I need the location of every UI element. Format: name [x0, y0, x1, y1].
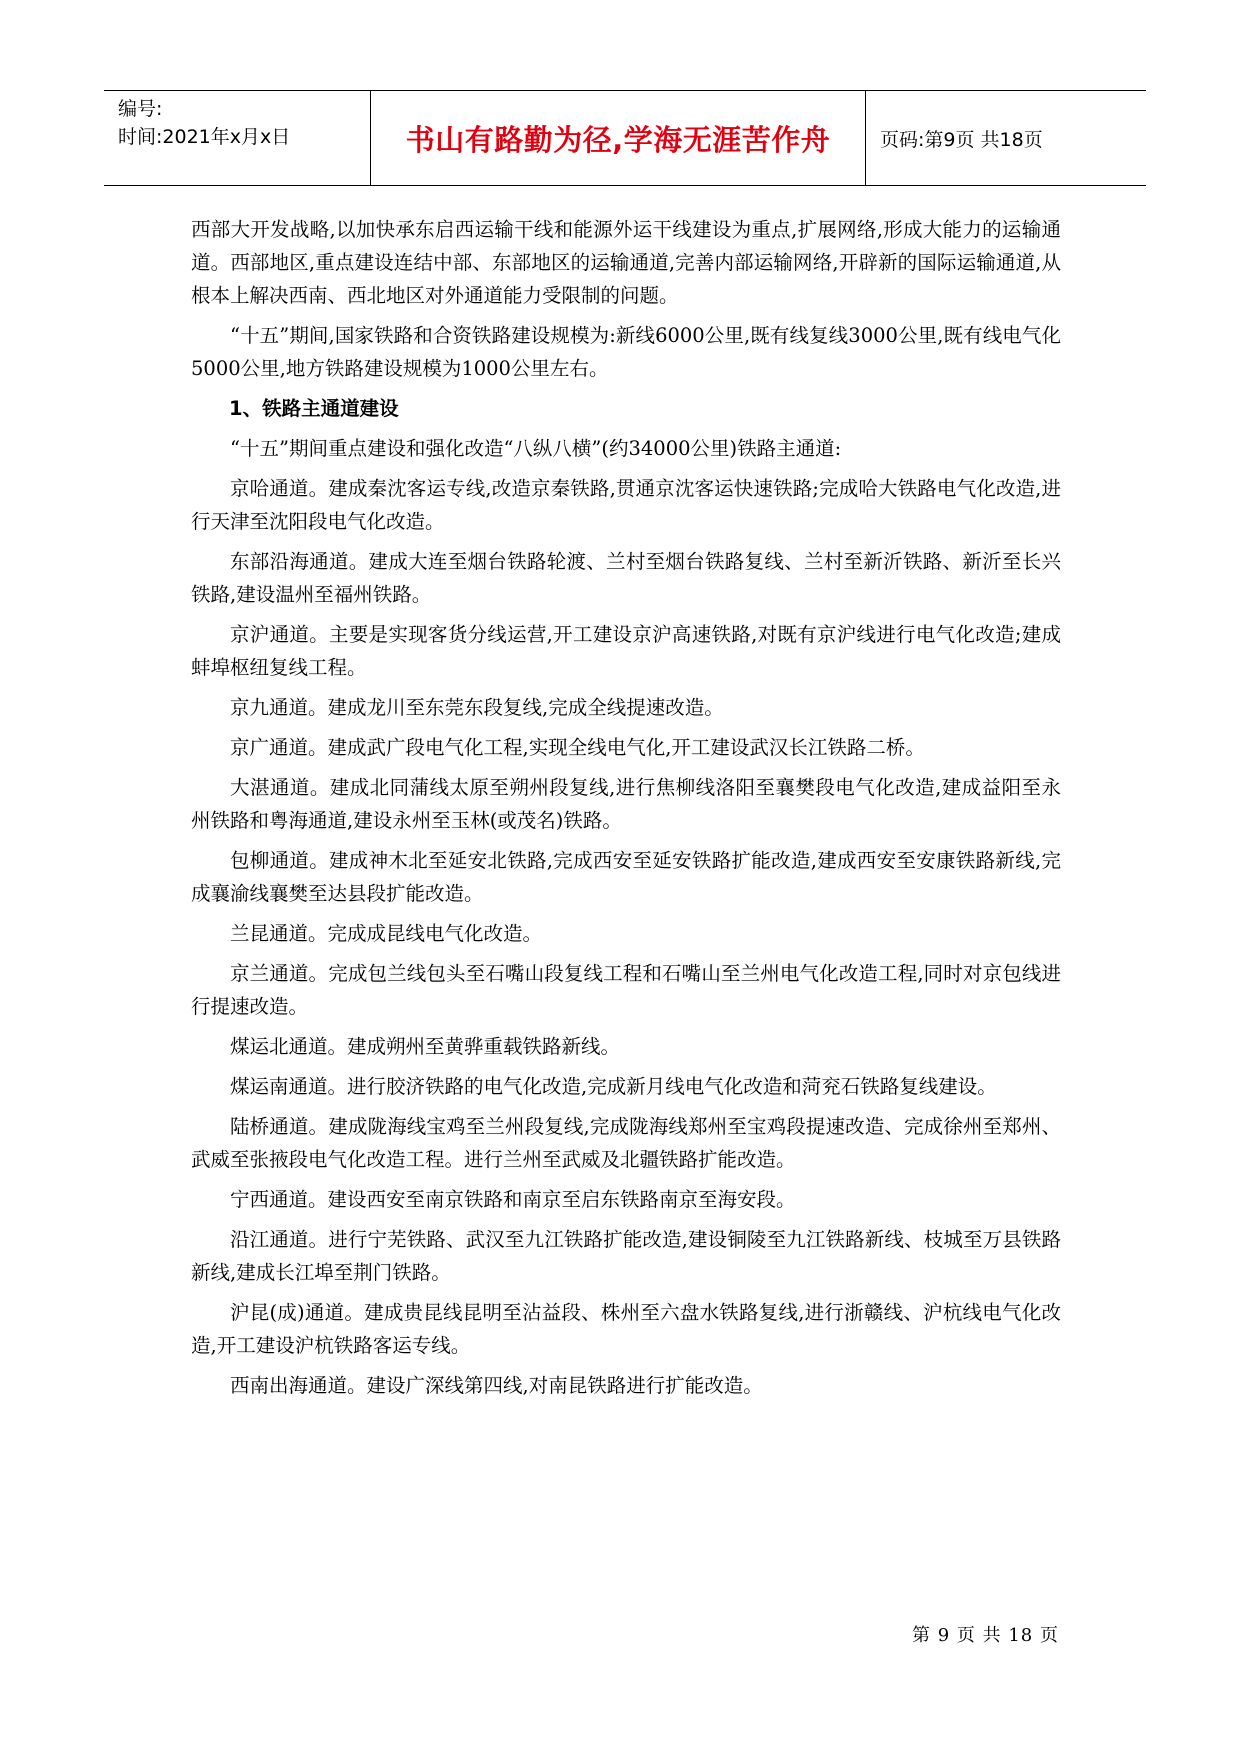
- document-body: [191, 213, 1061, 1409]
- paragraph: 兰昆通道。完成成昆线电气化改造。: [230, 922, 543, 945]
- page-footer: 第 9 页 共 18 页: [912, 1625, 1059, 1646]
- header-meta: [118, 95, 368, 151]
- paragraph: 东部沿海通道。建成大连至烟台铁路轮渡、兰村至烟台铁路复线、兰村至新沂铁路、新沂至长兴铁路,建设温州至福州铁路。: [191, 550, 1061, 606]
- header-slogan: 书山有路勤为径,学海无涯苦作舟: [405, 122, 831, 157]
- paragraph: 西南出海通道。建设广深线第四线,对南昆铁路进行扩能改造。: [230, 1374, 763, 1397]
- document-number-label: 编号:: [118, 98, 163, 120]
- paragraph: 沪昆(成)通道。建成贵昆线昆明至沾益段、株州至六盘水铁路复线,进行浙赣线、沪杭线电气化改造,开工建设沪杭铁路客运专线。: [191, 1301, 1061, 1357]
- paragraph: 陆桥通道。建成陇海线宝鸡至兰州段复线,完成陇海线郑州至宝鸡段提速改造、完成徐州至郑州、武威至张掖段电气化改造工程。进行兰州至武威及北疆铁路扩能改造。: [191, 1115, 1061, 1171]
- paragraph: 京九通道。建成龙川至东莞东段复线,完成全线提速改造。: [230, 696, 724, 719]
- paragraph: 京哈通道。建成秦沈客运专线,改造京秦铁路,贯通京沈客运快速铁路;完成哈大铁路电气化改造,进行天津至沈阳段电气化改造。: [191, 477, 1061, 533]
- paragraph: 煤运北通道。建成朔州至黄骅重载铁路新线。: [230, 1035, 621, 1058]
- paragraph: 京广通道。建成武广段电气化工程,实现全线电气化,开工建设武汉长江铁路二桥。: [230, 736, 925, 759]
- paragraph: “十五”期间,国家铁路和合资铁路建设规模为:新线6000公里,既有线复线3000公里,既有线电气化5000公里,地方铁路建设规模为1000公里左右。: [191, 324, 1061, 380]
- header-page-code: 页码:第9页 共18页: [880, 128, 1043, 151]
- paragraph: 煤运南通道。进行胶济铁路的电气化改造,完成新月线电气化改造和菏兖石铁路复线建设。: [230, 1075, 997, 1098]
- paragraph: 包柳通道。建成神木北至延安北铁路,完成西安至延安铁路扩能改造,建成西安至安康铁路新线,完成襄渝线襄樊至达县段扩能改造。: [191, 849, 1061, 905]
- section-heading: 1、铁路主通道建设: [229, 397, 399, 420]
- paragraph: 京兰通道。完成包兰线包头至石嘴山段复线工程和石嘴山至兰州电气化改造工程,同时对京包线进行提速改造。: [191, 962, 1061, 1018]
- paragraph: 沿江通道。进行宁芜铁路、武汉至九江铁路扩能改造,建设铜陵至九江铁路新线、枝城至万县铁路新线,建成长江埠至荆门铁路。: [191, 1228, 1061, 1284]
- paragraph: 宁西通道。建设西安至南京铁路和南京至启东铁路南京至海安段。: [230, 1188, 796, 1211]
- header-divider: [865, 91, 866, 185]
- paragraph: 西部大开发战略,以加快承东启西运输干线和能源外运干线建设为重点,扩展网络,形成大能力的运输通道。西部地区,重点建设连结中部、东部地区的运输通道,完善内部运输网络,开辟新的国际运输通道,从根本上解决西南、西北地区对外通道能力受限制的问题。: [191, 218, 1061, 307]
- paragraph: 大湛通道。建成北同蒲线太原至朔州段复线,进行焦柳线洛阳至襄樊段电气化改造,建成益阳至永州铁路和粤海通道,建设永州至玉林(或茂名)铁路。: [191, 776, 1061, 832]
- paragraph: “十五”期间重点建设和强化改造“八纵八横”(约34000公里)铁路主通道:: [230, 437, 842, 460]
- document-time-label: 时间:2021年x月x日: [118, 126, 291, 148]
- paragraph: 京沪通道。主要是实现客货分线运营,开工建设京沪高速铁路,对既有京沪线进行电气化改造;建成蚌埠枢纽复线工程。: [191, 623, 1061, 679]
- page-header: [104, 90, 1146, 186]
